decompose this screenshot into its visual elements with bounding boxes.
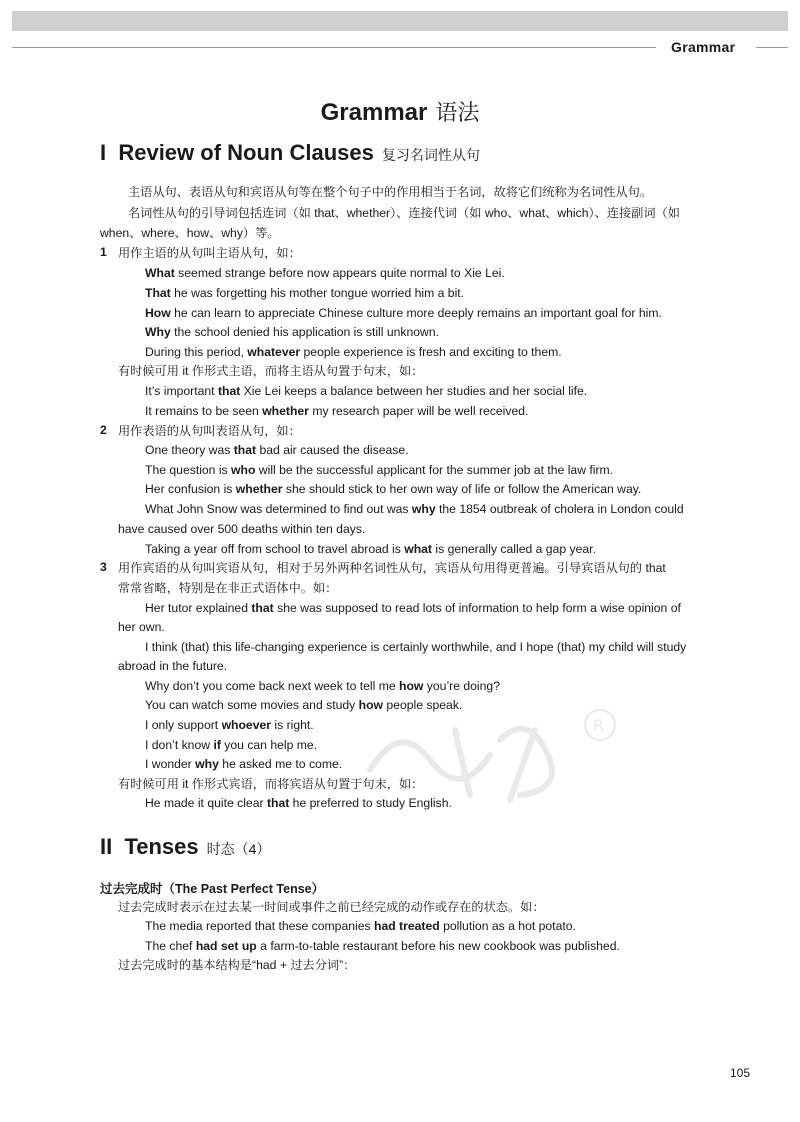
example-sentence: During this period, whatever people experience is fresh and exciting to them.: [145, 345, 562, 359]
intro-paragraph-1: 主语从句、表语从句和宾语从句等在整个句子中的作用相当于名词，故将它们统称为名词性从句。: [128, 185, 653, 199]
rule-object-clause: 用作宾语的从句叫宾语从句，相对于另外两种名词性从句，宾语从句用得更普遍。引导宾语从句的 that: [118, 561, 666, 575]
page-title: [0, 96, 800, 127]
example-sentence: I only support whoever is right.: [145, 718, 314, 732]
page-number: 105: [730, 1066, 751, 1080]
example-sentence: Her tutor explained that she was supposed to read lots of information to help form a wise opinion of: [145, 601, 681, 615]
item-number: 3: [100, 560, 107, 574]
running-head: Grammar: [671, 39, 736, 55]
example-sentence: The media reported that these companies had treated pollution as a hot potato.: [145, 919, 576, 933]
page-title-en: Grammar: [320, 99, 428, 126]
example-sentence: It’s important that Xie Lei keeps a balance between her studies and her social life.: [145, 384, 588, 398]
section-heading-zh: 时态（4）: [206, 841, 271, 857]
example-sentence: I think (that) this life-changing experience is certainly worthwhile, and I hope (that) my child will study: [145, 640, 687, 654]
item-number: 2: [100, 423, 107, 437]
example-sentence: How he can learn to appreciate Chinese culture more deeply remains an important goal for him.: [145, 306, 662, 320]
past-perfect-heading: 过去完成时（The Past Perfect Tense）: [100, 882, 325, 896]
example-sentence: What seemed strange before now appears quite normal to Xie Lei.: [145, 266, 505, 280]
rule-formal-subject: 有时候可用 it 作形式主语，而将主语从句置于句末，如：: [118, 364, 424, 378]
intro-paragraph-2-cont: when、where、how、why）等。: [100, 226, 280, 240]
past-perfect-structure: 过去完成时的基本结构是“had + 过去分词”：: [118, 958, 356, 972]
example-sentence: You can watch some movies and study how people speak.: [145, 698, 463, 712]
rule-object-clause-cont: 常常省略，特别是在非正式语体中。如：: [118, 581, 338, 595]
example-sentence: Taking a year off from school to travel abroad is what is generally called a gap year.: [145, 542, 596, 556]
example-sentence: I don’t know if you can help me.: [145, 738, 318, 752]
header-bar: [12, 11, 788, 31]
header-rule: [12, 47, 656, 48]
example-sentence-cont: her own.: [118, 620, 165, 634]
example-sentence: That he was forgetting his mother tongue worried him a bit.: [145, 286, 465, 300]
section-heading-noun-clauses: [100, 140, 480, 166]
page-title-zh: 语法: [435, 100, 480, 125]
past-perfect-description: 过去完成时表示在过去某一时间或事件之前已经完成的动作或存在的状态。如：: [118, 900, 545, 914]
example-sentence: Why the school denied his application is still unknown.: [145, 325, 440, 339]
rule-subject-clause: 用作主语的从句叫主语从句，如：: [118, 246, 301, 260]
section-heading-en: I Review of Noun Clauses: [100, 140, 374, 165]
rule-formal-object: 有时候可用 it 作形式宾语，而将宾语从句置于句末，如：: [118, 777, 424, 791]
example-sentence: I wonder why he asked me to come.: [145, 757, 343, 771]
svg-text:R: R: [593, 716, 605, 735]
example-sentence: It remains to be seen whether my research paper will be well received.: [145, 404, 529, 418]
example-sentence: Why don’t you come back next week to tell me how you’re doing?: [145, 679, 500, 693]
intro-paragraph-2: 名词性从句的引导词包括连词（如 that、whether）、连接代词（如 who、what、which）、连接副词（如: [128, 206, 680, 220]
section-heading-en: II Tenses: [100, 834, 199, 859]
rule-predicative-clause: 用作表语的从句叫表语从句，如：: [118, 424, 301, 438]
example-sentence: The question is who will be the successful applicant for the summer job at the law firm.: [145, 463, 614, 477]
example-sentence: What John Snow was determined to find out was why the 1854 outbreak of cholera in London could: [145, 502, 684, 516]
example-sentence: The chef had set up a farm-to-table restaurant before his new cookbook was published.: [145, 939, 620, 953]
header-rule-end: [756, 47, 788, 48]
section-heading-zh: 复习名词性从句: [381, 147, 480, 163]
example-sentence: Her confusion is whether she should stick to her own way of life or follow the American way.: [145, 482, 642, 496]
example-sentence: One theory was that bad air caused the disease.: [145, 443, 409, 457]
example-sentence-cont: abroad in the future.: [118, 659, 228, 673]
example-sentence: He made it quite clear that he preferred to study English.: [145, 796, 452, 810]
publisher-watermark: [360, 700, 620, 810]
section-heading-tenses: [100, 834, 270, 860]
item-number: 1: [100, 245, 107, 259]
example-sentence-cont: have caused over 500 deaths within ten days.: [118, 522, 366, 536]
